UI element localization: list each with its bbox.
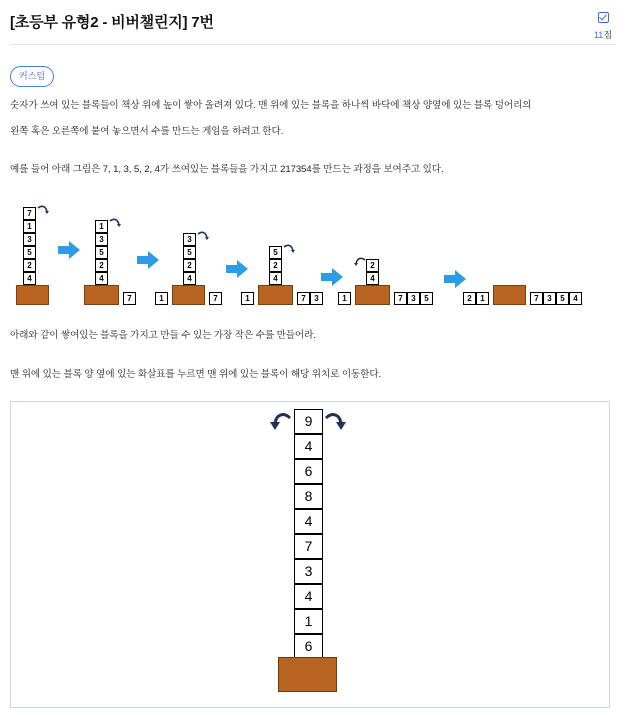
example-left-block: 1	[155, 292, 168, 305]
example-left-block: 1	[241, 292, 254, 305]
example-block: 2	[183, 259, 196, 272]
example-block: 4	[183, 272, 196, 285]
example-block: 4	[23, 272, 36, 285]
stack-block: 7	[294, 534, 323, 559]
example-block: 1	[23, 220, 36, 233]
stack-block: 4	[294, 509, 323, 534]
example-block: 4	[366, 272, 379, 285]
move-right-arrow-icon[interactable]	[322, 410, 346, 432]
move-right-curve-icon	[283, 244, 295, 254]
score-badge	[590, 12, 616, 43]
example-right-block: 3	[543, 292, 556, 305]
example-right-block: 3	[407, 292, 420, 305]
example-block: 2	[23, 259, 36, 272]
example-right-block: 7	[394, 292, 407, 305]
desk-base	[278, 657, 337, 692]
example-right-block: 4	[569, 292, 582, 305]
step-arrow-icon	[58, 241, 80, 259]
example-illustration	[0, 190, 633, 310]
example-base	[258, 285, 293, 305]
move-right-curve-icon	[37, 205, 49, 215]
move-left-arrow-icon[interactable]	[270, 410, 294, 432]
example-right-block: 7	[297, 292, 310, 305]
example-block: 1	[95, 220, 108, 233]
checkbox-icon	[598, 12, 609, 23]
score-unit: 점	[603, 30, 613, 40]
score-value: 11	[593, 30, 604, 40]
example-block: 2	[269, 259, 282, 272]
step-arrow-icon	[321, 268, 343, 286]
stack-block: 3	[294, 559, 323, 584]
description-line-1: 숫자가 쓰여 있는 블록들이 책상 위에 높이 쌓아 올려져 있다. 맨 위에 있는 블록을 하나씩 바닥에 책상 양옆에 있는 블록 덩어리의	[10, 100, 532, 111]
example-left-block: 2	[463, 292, 476, 305]
example-base	[84, 285, 119, 305]
example-base	[16, 285, 49, 305]
step-arrow-icon	[444, 270, 466, 288]
example-block: 5	[269, 246, 282, 259]
example-description: 예를 들어 아래 그림은 7, 1, 3, 5, 2, 4가 쓰여있는 블록들을 가지고 217354를 만드는 과정을 보여주고 있다.	[10, 164, 444, 175]
example-right-block: 7	[530, 292, 543, 305]
example-left-block: 1	[338, 292, 351, 305]
description-line-2: 왼쪽 혹은 오른쪽에 붙여 놓으면서 수를 만드는 게임을 하려고 한다.	[10, 126, 284, 137]
step-arrow-icon	[137, 251, 159, 269]
control-instruction: 맨 위에 있는 블록 양 옆에 있는 화살표를 누르면 맨 위에 있는 블록이 해당 위치로 이동한다.	[10, 369, 382, 380]
example-block: 3	[23, 233, 36, 246]
example-block: 3	[183, 233, 196, 246]
top-block: 9	[294, 409, 323, 434]
example-block: 4	[269, 272, 282, 285]
stack-block: 8	[294, 484, 323, 509]
example-block: 5	[23, 246, 36, 259]
stack-block: 6	[294, 459, 323, 484]
example-block: 7	[23, 207, 36, 220]
example-block: 3	[95, 233, 108, 246]
move-right-curve-icon	[197, 231, 209, 241]
example-left-block: 1	[476, 292, 489, 305]
example-base	[172, 285, 205, 305]
page-header	[10, 0, 616, 45]
move-right-curve-icon	[109, 218, 121, 228]
example-base	[493, 285, 526, 305]
step-arrow-icon	[226, 260, 248, 278]
stack-block: 1	[294, 609, 323, 634]
task-instruction: 아래와 같이 쌓여있는 블록을 가지고 만들 수 있는 가장 작은 수를 만들어라.	[10, 330, 316, 341]
example-right-block: 3	[310, 292, 323, 305]
example-block: 5	[183, 246, 196, 259]
example-block: 4	[95, 272, 108, 285]
example-block: 5	[95, 246, 108, 259]
category-tag: 커스텀	[10, 66, 54, 87]
stack-block: 4	[294, 584, 323, 609]
example-right-block: 7	[123, 292, 136, 305]
example-right-block: 5	[556, 292, 569, 305]
example-block: 2	[366, 259, 379, 272]
page-title: [초등부 유형2 - 비버챌린지] 7번	[10, 14, 214, 31]
stack-block: 6	[294, 634, 323, 659]
example-right-block: 5	[420, 292, 433, 305]
move-left-curve-icon	[354, 257, 366, 267]
example-right-block: 7	[209, 292, 222, 305]
example-block: 2	[95, 259, 108, 272]
example-base	[355, 285, 390, 305]
stack-block: 4	[294, 434, 323, 459]
